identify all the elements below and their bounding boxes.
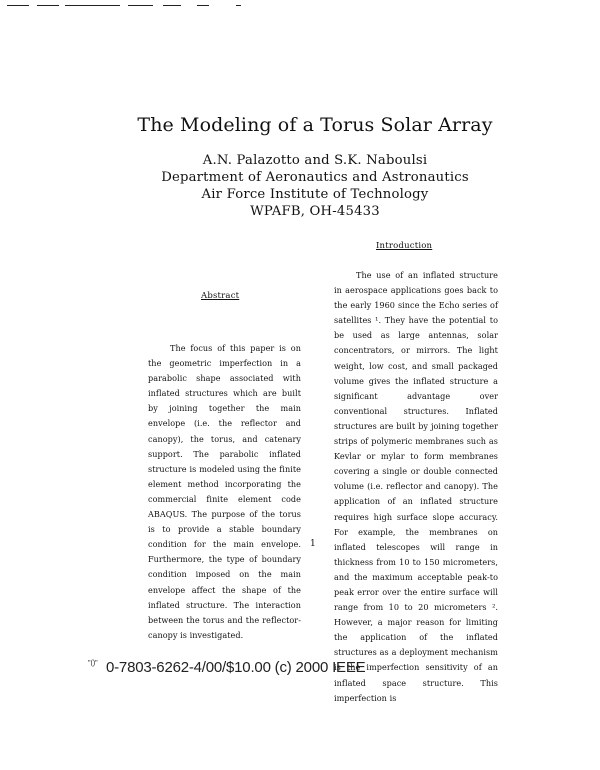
abstract-heading: Abstract [201, 291, 240, 301]
affiliation-location: WPAFB, OH-45433 [250, 204, 380, 219]
abstract-body [148, 341, 301, 643]
abstract-paragraph: The focus of this paper is on the geometric imperfection in a parabolic shape associated with inflated structures which are built by joining together the main envelope (i.e. the reflector and canopy), the torus, and catenary support. The parabolic inflated structure is modeled using the finite element method incorporating the commercial finite element code ABAQUS. The purpose of the torus is to provide a stable boundary condition for the main envelope. Furthermore, the type of boundary condition imposed on the main envelope affect the shape of the inflated structure. The interaction between the torus and the reflector-canopy is investigated. [148, 343, 301, 640]
header-rule-marks [0, 0, 600, 8]
introduction-body [334, 268, 498, 706]
affiliation-institute: Air Force Institute of Technology [201, 187, 429, 202]
paper-title: The Modeling of a Torus Solar Array [137, 114, 493, 136]
paper-authors: A.N. Palazotto and S.K. Naboulsi [202, 153, 428, 168]
affiliation-department: Department of Aeronautics and Astronautics [161, 170, 469, 185]
introduction-paragraph: The use of an inflated structure in aerospace applications goes back to the early 1960 since the Echo series of satellites ¹. They have the potential to be used as large antennas, solar concentrators, or mirrors. The light weight, low cost, and small packaged volume gives the inflated structure a significant advantage over conventional structures. Inflated structures are built by joining together strips of polymeric membranes such as Kevlar or mylar to form membranes covering a single or double connected volume (i.e. reflector and canopy). The application of an inflated structure requires high surface slope accuracy. For example, the membranes on inflated telescopes will range in thickness from 10 to 150 micrometers, and the maximum acceptable peak-to peak error over the entire surface will range from 10 to 20 micrometers ². However, a major reason for limiting the application of the inflated structures as a deployment mechanism is the imperfection sensitivity of an inflated space structure. This imperfection is [334, 270, 498, 703]
copyright-notice: 0-7803-6262-4/00/$10.00 (c) 2000 IEEE [106, 659, 366, 676]
page-number: 1 [310, 539, 316, 549]
introduction-heading: Introduction [376, 241, 433, 251]
footer-mark: "()" [88, 660, 98, 667]
